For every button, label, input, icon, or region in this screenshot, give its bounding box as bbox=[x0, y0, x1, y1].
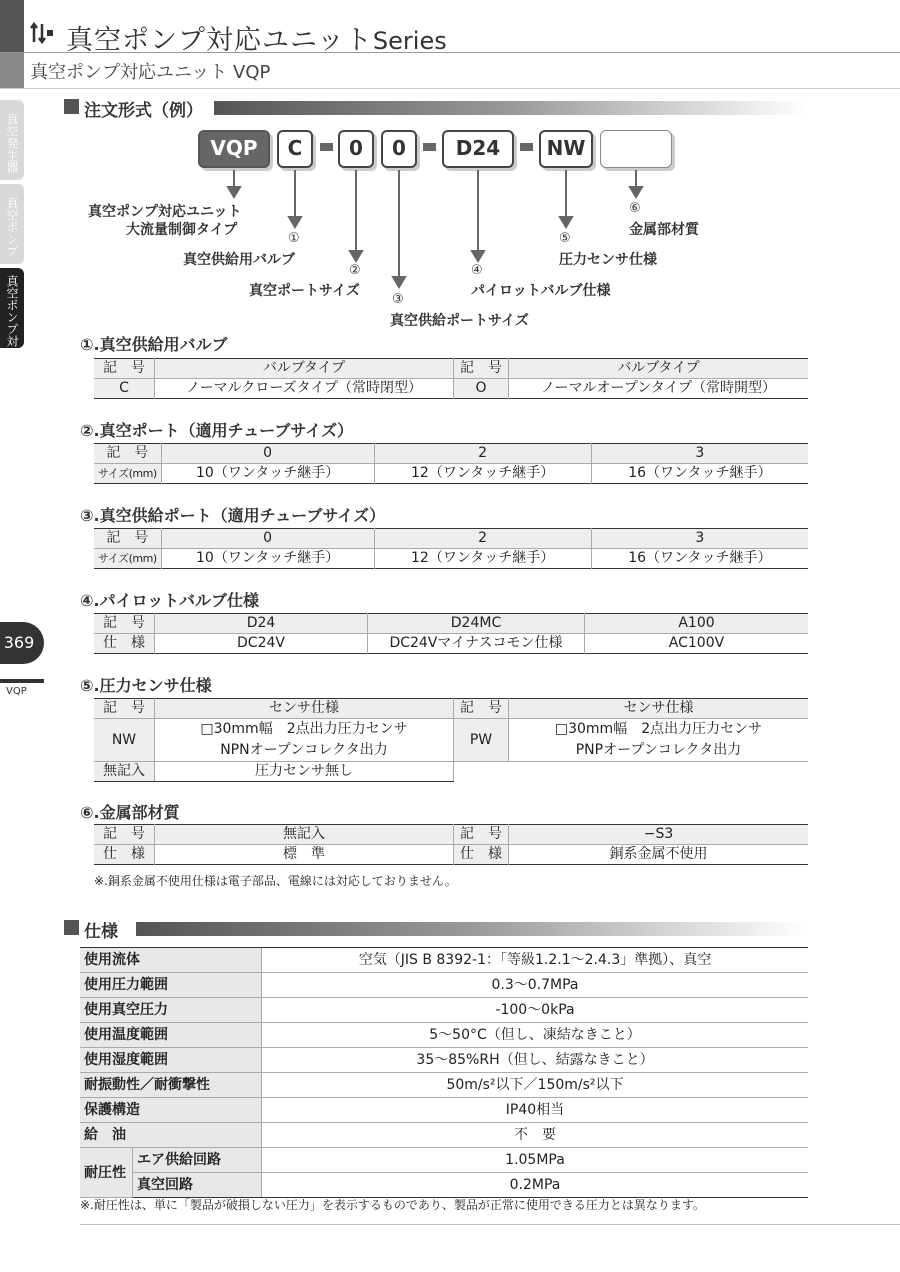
table-header-row bbox=[94, 359, 808, 379]
table-cell: 記 号 bbox=[94, 444, 161, 464]
order-desc-valve: 真空供給用バルブ bbox=[183, 252, 295, 268]
table-row bbox=[94, 845, 808, 865]
table-cell: 仕 様 bbox=[454, 845, 509, 865]
spec-row bbox=[80, 998, 808, 1023]
table-cell: PW bbox=[454, 719, 509, 762]
page-number-bar bbox=[0, 679, 44, 683]
spec-value: 35～85%RH（但し、結露なきこと） bbox=[262, 1048, 809, 1073]
order-num-2: ② bbox=[349, 263, 361, 278]
spec-value: 0.2MPa bbox=[262, 1173, 809, 1198]
code-box-supply-port: 0 bbox=[381, 130, 417, 168]
table-cell: 記 号 bbox=[94, 529, 161, 549]
table-cell: 無記入 bbox=[155, 825, 454, 845]
side-tab-vacuum-pump-unit[interactable]: 真空ポンプ対 bbox=[0, 268, 24, 348]
table-cell bbox=[155, 719, 454, 762]
table-sensor bbox=[94, 698, 808, 782]
spec-value: 0.3～0.7MPa bbox=[262, 973, 809, 998]
spec-key: 保護構造 bbox=[80, 1098, 262, 1123]
order-num-4: ④ bbox=[471, 263, 483, 278]
table-cell: 記 号 bbox=[454, 825, 509, 845]
table-cell: −S3 bbox=[509, 825, 809, 845]
section-3-title: ③.真空供給ポート（適用チューブサイズ） bbox=[80, 506, 386, 525]
table-cell: 記 号 bbox=[454, 699, 509, 719]
section-5-title: ⑤.圧力センサ仕様 bbox=[80, 676, 212, 695]
table-cell: 10（ワンタッチ継手） bbox=[161, 549, 374, 569]
spec-row bbox=[80, 1148, 808, 1173]
table-cell: 無記入 bbox=[94, 762, 155, 782]
order-desc-pilot-valve: パイロットバルブ仕様 bbox=[471, 283, 611, 299]
order-num-1: ① bbox=[288, 231, 300, 246]
table-cell: 2 bbox=[374, 444, 591, 464]
table-cell: 仕 様 bbox=[94, 845, 155, 865]
table-valve bbox=[94, 358, 808, 399]
table-cell: D24 bbox=[155, 614, 368, 634]
table-cell: D24MC bbox=[368, 614, 585, 634]
spec-row bbox=[80, 1098, 808, 1123]
page-label: VQP bbox=[6, 686, 27, 697]
table-cell: 標 準 bbox=[155, 845, 454, 865]
page-title-main: 真空ポンプ対応ユニット bbox=[66, 25, 373, 56]
spec-heading-text: 仕様 bbox=[84, 922, 118, 942]
spec-row bbox=[80, 1173, 808, 1198]
order-num-3: ③ bbox=[392, 292, 404, 307]
sensor-spec-line: PNPオープンコレクタ出力 bbox=[575, 742, 742, 758]
table-cell: 12（ワンタッチ継手） bbox=[374, 464, 591, 484]
table-cell: バルブタイプ bbox=[509, 359, 809, 379]
table-cell: DC24Vマイナスコモン仕様 bbox=[368, 634, 585, 654]
spec-value: -100～0kPa bbox=[262, 998, 809, 1023]
spec-key: 使用圧力範囲 bbox=[80, 973, 262, 998]
spec-row bbox=[80, 1048, 808, 1073]
code-box-vacuum-port: 0 bbox=[338, 130, 374, 168]
section-6-title: ⑥.金属部材質 bbox=[80, 803, 180, 822]
spec-key-pressure: 耐圧性 bbox=[80, 1148, 133, 1198]
spec-value: 50m/s²以下／150m/s²以下 bbox=[262, 1073, 809, 1098]
order-desc-sensor: 圧力センサ仕様 bbox=[559, 252, 657, 268]
page-subtitle: 真空ポンプ対応ユニット VQP bbox=[30, 62, 271, 83]
table-cell: 記 号 bbox=[94, 359, 155, 379]
table-cell-empty bbox=[454, 762, 809, 782]
table-header-row bbox=[94, 614, 808, 634]
table-cell: 記 号 bbox=[94, 825, 155, 845]
spec-key: 使用湿度範囲 bbox=[80, 1048, 262, 1073]
sensor-spec-line: □30mm幅 2点出力圧力センサ bbox=[200, 721, 408, 737]
spec-key: 耐振動性／耐衝撃性 bbox=[80, 1073, 262, 1098]
table-header-row bbox=[94, 529, 808, 549]
table-cell: 10（ワンタッチ継手） bbox=[161, 464, 374, 484]
order-desc-series-1: 真空ポンプ対応ユニット bbox=[88, 204, 242, 220]
code-box-sensor: NW bbox=[539, 130, 593, 168]
table-cell: 16（ワンタッチ継手） bbox=[591, 464, 808, 484]
spec-key: 使用真空圧力 bbox=[80, 998, 262, 1023]
order-num-6: ⑥ bbox=[629, 201, 641, 216]
table-cell: 銅系金属不使用 bbox=[509, 845, 809, 865]
table-header-row bbox=[94, 825, 808, 845]
table-cell: ノーマルクローズタイプ（常時閉型） bbox=[155, 379, 454, 399]
code-box-pilot-valve: D24 bbox=[442, 130, 514, 168]
section-2-title: ②.真空ポート（適用チューブサイズ） bbox=[80, 421, 354, 440]
section-4-title: ④.パイロットバルブ仕様 bbox=[80, 591, 259, 610]
spec-row bbox=[80, 1123, 808, 1148]
spec-value: 空気（JIS B 8392-1：「等級1.2.1～2.4.3」準拠）、真空 bbox=[262, 948, 809, 973]
order-desc-series-2: 大流量制御タイプ bbox=[126, 222, 238, 238]
table-row bbox=[94, 762, 808, 782]
table-row bbox=[94, 379, 808, 399]
spec-key: 使用流体 bbox=[80, 948, 262, 973]
table-cell: 記 号 bbox=[454, 359, 509, 379]
order-arrows bbox=[0, 0, 900, 340]
spec-value: 1.05MPa bbox=[262, 1148, 809, 1173]
heading-gradient-bar bbox=[136, 922, 808, 936]
spec-subkey: エア供給回路 bbox=[133, 1148, 262, 1173]
table-cell: O bbox=[454, 379, 509, 399]
table-cell: 12（ワンタッチ継手） bbox=[374, 549, 591, 569]
spec-subkey: 真空回路 bbox=[133, 1173, 262, 1198]
spec-row bbox=[80, 973, 808, 998]
table-vacuum-port bbox=[94, 443, 808, 484]
table-cell: NW bbox=[94, 719, 155, 762]
page-title-series: Series bbox=[372, 27, 447, 55]
table-row bbox=[94, 634, 808, 654]
table-cell: 0 bbox=[161, 444, 374, 464]
spec-row bbox=[80, 948, 808, 973]
spec-value: 不 要 bbox=[262, 1123, 809, 1148]
table-pilot-valve bbox=[94, 613, 808, 654]
table-cell: 仕 様 bbox=[94, 634, 155, 654]
table-header-row bbox=[94, 699, 808, 719]
spec-row bbox=[80, 1023, 808, 1048]
sensor-spec-line: □30mm幅 2点出力圧力センサ bbox=[554, 721, 763, 737]
spec-row bbox=[80, 1073, 808, 1098]
table-cell: バルブタイプ bbox=[155, 359, 454, 379]
code-box-series: VQP bbox=[198, 130, 270, 168]
order-desc-supply-port: 真空供給ポートサイズ bbox=[390, 313, 529, 329]
table-cell: 16（ワンタッチ継手） bbox=[591, 549, 808, 569]
side-tab-vacuum-generator[interactable]: 真空発生器 bbox=[0, 100, 24, 180]
order-num-5: ⑤ bbox=[559, 231, 571, 246]
table-row bbox=[94, 464, 808, 484]
table-cell: センサ仕様 bbox=[155, 699, 454, 719]
page-number: 369 bbox=[0, 622, 44, 664]
table-material bbox=[94, 824, 808, 865]
footer-divider bbox=[80, 1224, 900, 1225]
table-cell: 3 bbox=[591, 529, 808, 549]
spec-key: 給 油 bbox=[80, 1123, 262, 1148]
table-supply-port bbox=[94, 528, 808, 569]
code-box-valve: C bbox=[277, 130, 313, 168]
table-cell: 2 bbox=[374, 529, 591, 549]
table-row bbox=[94, 549, 808, 569]
table-cell: 0 bbox=[161, 529, 374, 549]
table-cell: 記 号 bbox=[94, 699, 155, 719]
spec-value: 5～50°C（但し、凍結なきこと） bbox=[262, 1023, 809, 1048]
table-cell: A100 bbox=[585, 614, 809, 634]
table-cell bbox=[509, 719, 809, 762]
table-cell: センサ仕様 bbox=[509, 699, 809, 719]
table-cell: C bbox=[94, 379, 155, 399]
table-cell: AC100V bbox=[585, 634, 809, 654]
spec-table bbox=[80, 947, 808, 1198]
table-cell: ノーマルオープンタイプ（常時開型） bbox=[509, 379, 809, 399]
order-desc-material: 金属部材質 bbox=[629, 222, 699, 238]
table-cell: サイズ(mm) bbox=[94, 549, 161, 569]
table-cell: 3 bbox=[591, 444, 808, 464]
spec-value: IP40相当 bbox=[262, 1098, 809, 1123]
table-cell: 圧力センサ無し bbox=[155, 762, 454, 782]
spec-note: ※.耐圧性は、単に「製品が破損しない圧力」を表示するものであり、製品が正常に使用できる圧力とは異なります。 bbox=[80, 1198, 705, 1212]
sensor-spec-line: NPNオープンコレクタ出力 bbox=[220, 742, 388, 758]
table-row bbox=[94, 719, 808, 762]
table-cell: DC24V bbox=[155, 634, 368, 654]
order-heading-text: 注文形式（例） bbox=[84, 101, 203, 121]
table-cell: 記 号 bbox=[94, 614, 155, 634]
material-note: ※.銅系金属不使用仕様は電子部品、電線には対応しておりません。 bbox=[94, 874, 457, 888]
spec-key: 使用温度範囲 bbox=[80, 1023, 262, 1048]
side-tab-vacuum-pump[interactable]: 真空ポンプ bbox=[0, 184, 24, 264]
table-cell: サイズ(mm) bbox=[94, 464, 161, 484]
section-1-title: ①.真空供給用バルブ bbox=[80, 335, 228, 354]
table-header-row bbox=[94, 444, 808, 464]
spec-heading bbox=[64, 919, 808, 942]
heading-square bbox=[64, 920, 79, 935]
order-desc-vacuum-port: 真空ポートサイズ bbox=[249, 283, 360, 299]
